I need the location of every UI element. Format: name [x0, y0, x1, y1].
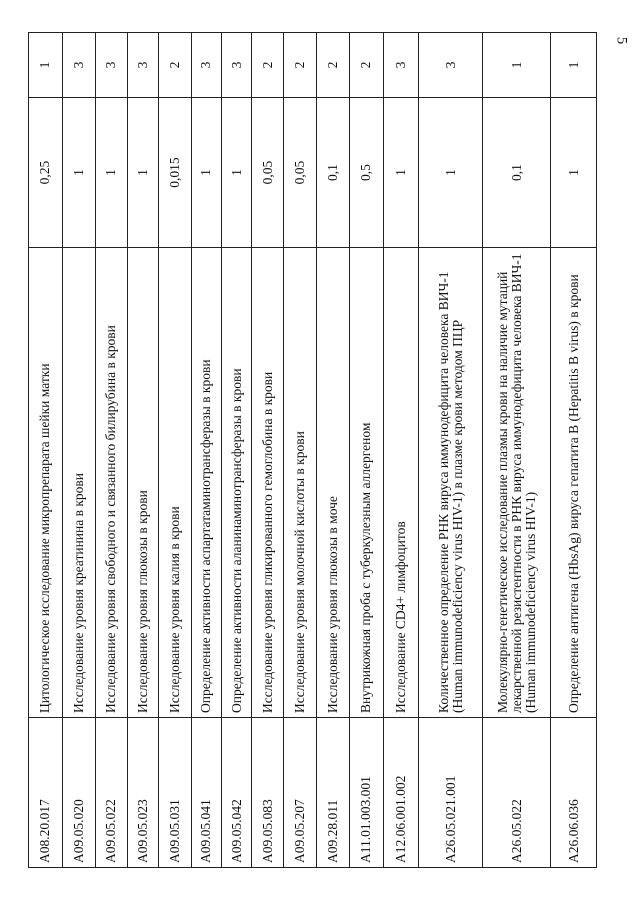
- page-number: 5: [613, 36, 630, 45]
- frequency-cell: 1: [127, 98, 158, 248]
- multiplicity-cell: 3: [62, 33, 96, 98]
- table-row: [159, 33, 192, 868]
- table-row: [222, 33, 252, 868]
- table-row: [191, 33, 221, 868]
- frequency-cell: 1: [222, 98, 252, 248]
- multiplicity-cell: 1: [551, 33, 597, 98]
- service-name-cell: Внутрикожная проба с туберкулезным аллергеном: [349, 248, 383, 718]
- table-row: [383, 33, 419, 868]
- table-row: [252, 33, 283, 868]
- frequency-cell: 0,5: [349, 98, 383, 248]
- multiplicity-cell: 2: [283, 33, 317, 98]
- multiplicity-cell: 3: [222, 33, 252, 98]
- table-row: [29, 33, 63, 868]
- multiplicity-cell: 3: [127, 33, 158, 98]
- frequency-cell: 0,05: [283, 98, 317, 248]
- service-name-cell: Исследование уровня калия в крови: [159, 248, 192, 718]
- frequency-cell: 0,015: [159, 98, 192, 248]
- service-code-cell: A11.01.003.001: [349, 718, 383, 868]
- service-name-cell: Количественное определение РНК вируса иммунодефицита человека ВИЧ-1 (Human immunodeficiency virus HIV-1) в плазме крови методом ПЦР: [419, 248, 483, 718]
- frequency-cell: 1: [191, 98, 221, 248]
- service-name-cell: Исследование уровня глюкозы в моче: [317, 248, 350, 718]
- service-code-cell: A08.20.017: [29, 718, 63, 868]
- table-row: [62, 33, 96, 868]
- service-name-cell: Исследование уровня свободного и связанного билирубина в крови: [96, 248, 127, 718]
- service-name-cell: Исследование уровня молочной кислоты в крови: [283, 248, 317, 718]
- rotated-table-wrapper: [28, 33, 597, 868]
- service-name-cell: Определение антигена (HbsAg) вируса гепатита B (Hepatitis B virus) в крови: [551, 248, 597, 718]
- multiplicity-cell: 2: [317, 33, 350, 98]
- service-code-cell: A09.05.031: [159, 718, 192, 868]
- services-table-body: [29, 33, 597, 868]
- service-code-cell: A09.28.011: [317, 718, 350, 868]
- services-table: [28, 32, 597, 868]
- service-name-cell: Исследование уровня креатинина в крови: [62, 248, 96, 718]
- table-row: [419, 33, 483, 868]
- table-row: [349, 33, 383, 868]
- service-name-cell: Исследование CD4+ лимфоцитов: [383, 248, 419, 718]
- service-code-cell: A26.06.036: [551, 718, 597, 868]
- multiplicity-cell: 2: [252, 33, 283, 98]
- service-code-cell: A12.06.001.002: [383, 718, 419, 868]
- frequency-cell: 0,1: [317, 98, 350, 248]
- table-row: [551, 33, 597, 868]
- service-name-cell: Молекулярно-генетическое исследование плазмы крови на наличие мутаций лекарственной резистентности в РНК вируса иммунодефицита человека ВИЧ-1 (Human immunodeficiency virus HIV-1): [483, 248, 551, 718]
- multiplicity-cell: 3: [191, 33, 221, 98]
- multiplicity-cell: 3: [383, 33, 419, 98]
- table-row: [96, 33, 127, 868]
- service-code-cell: A09.05.207: [283, 718, 317, 868]
- table-row: [283, 33, 317, 868]
- service-name-cell: Исследование уровня гликированного гемоглобина в крови: [252, 248, 283, 718]
- service-name-cell: Определение активности аланинаминотрансферазы в крови: [222, 248, 252, 718]
- table-row: [317, 33, 350, 868]
- service-name-cell: Исследование уровня глюкозы в крови: [127, 248, 158, 718]
- service-name-cell: Цитологическое исследование микропрепарата шейки матки: [29, 248, 63, 718]
- service-code-cell: A09.05.023: [127, 718, 158, 868]
- service-code-cell: A09.05.020: [62, 718, 96, 868]
- multiplicity-cell: 3: [419, 33, 483, 98]
- table-row: [127, 33, 158, 868]
- multiplicity-cell: 1: [29, 33, 63, 98]
- frequency-cell: 1: [419, 98, 483, 248]
- multiplicity-cell: 1: [483, 33, 551, 98]
- service-code-cell: A26.05.022: [483, 718, 551, 868]
- service-code-cell: A09.05.042: [222, 718, 252, 868]
- service-name-cell: Определение активности аспартатаминотрансферазы в крови: [191, 248, 221, 718]
- service-code-cell: A09.05.022: [96, 718, 127, 868]
- frequency-cell: 1: [551, 98, 597, 248]
- frequency-cell: 0,05: [252, 98, 283, 248]
- frequency-cell: 1: [96, 98, 127, 248]
- service-code-cell: A26.05.021.001: [419, 718, 483, 868]
- frequency-cell: 1: [383, 98, 419, 248]
- service-code-cell: A09.05.041: [191, 718, 221, 868]
- multiplicity-cell: 2: [349, 33, 383, 98]
- service-code-cell: A09.05.083: [252, 718, 283, 868]
- frequency-cell: 0,25: [29, 98, 63, 248]
- multiplicity-cell: 2: [159, 33, 192, 98]
- multiplicity-cell: 3: [96, 33, 127, 98]
- frequency-cell: 0,1: [483, 98, 551, 248]
- frequency-cell: 1: [62, 98, 96, 248]
- table-row: [483, 33, 551, 868]
